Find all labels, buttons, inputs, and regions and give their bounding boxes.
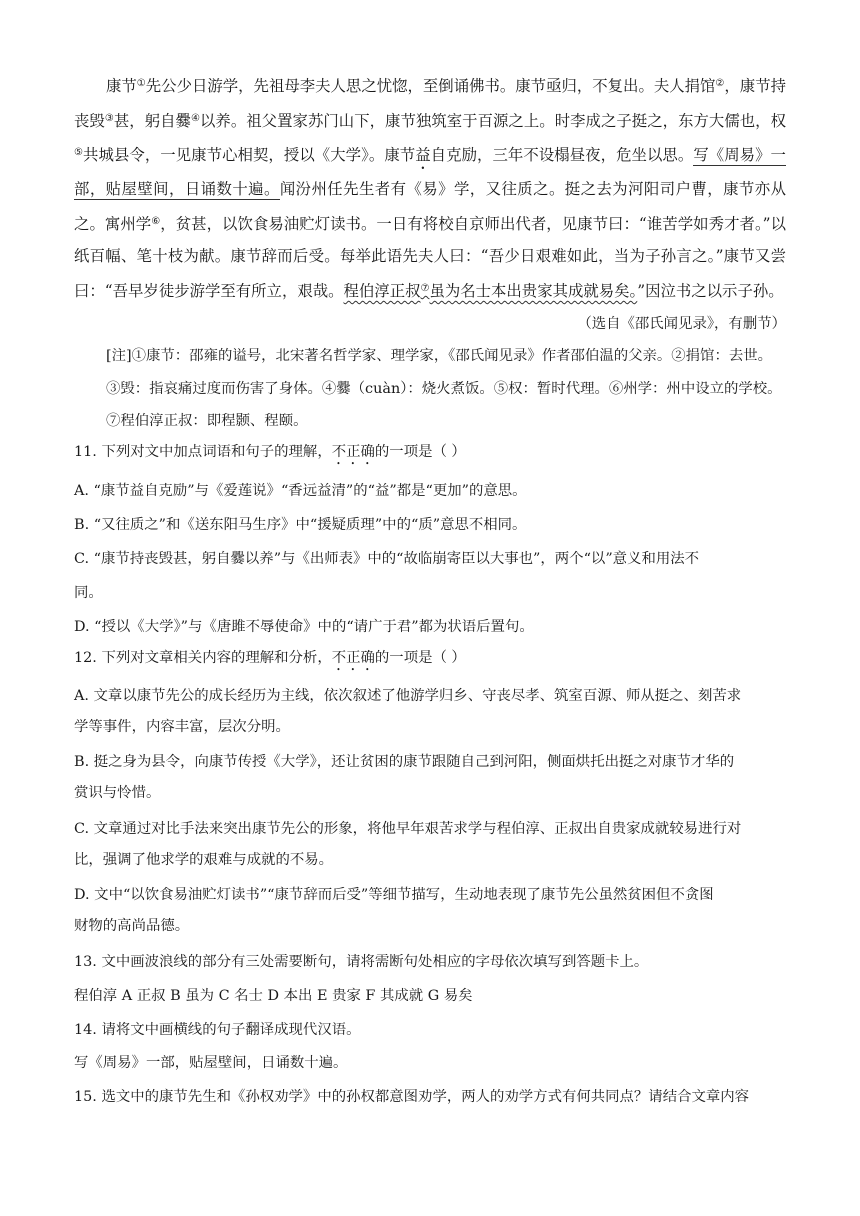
q12-option-d-cont: 财物的高尚品德。 — [74, 918, 190, 934]
footnote-marker: ⑦ — [420, 282, 430, 294]
source-citation: （选自《邵氏闻见录》，有删节） — [577, 315, 786, 332]
text-segment: 先公少日游学，先祖母李夫人思之忧惚，至倒诵佛书。康节亟归，不复出。夫人捐馆 — [145, 77, 716, 95]
question-15-stem: 15. 选文中的康节先生和《孙权劝学》中的孙权都意图劝学，两人的劝学方式有何共同点？请结合文章内容 — [74, 1089, 750, 1105]
stem-text: 12. 下列对文章相关内容的理解和分析， — [74, 650, 332, 666]
q11-option-c: C. “康节持丧毁甚，躬自爨以养”与《出师表》中的“故临崩寄臣以大事也”，两个“以”意义和用法不 — [74, 551, 700, 567]
stem-text: 的一项是（ ） — [374, 444, 466, 460]
text-segment: 自克励，三年不设榻昼夜，危坐以思。 — [430, 146, 694, 165]
q12-option-a: A. 文章以康节先公的成长经历为主线，依次叙述了他游学归乡、守丧尽孝、筑室百源、师从挺之、刻苦求 — [74, 688, 742, 704]
q13-text: 程伯淳 A 正叔 B 虽为 C 名士 D 本出 E 贵家 F 其成就 G 易矣 — [74, 988, 473, 1004]
question-14-stem: 14. 请将文中画横线的句子翻译成现代汉语。 — [74, 1022, 361, 1038]
passage-paragraph — [74, 68, 786, 308]
footnote-marker: ④ — [190, 112, 200, 124]
q12-option-b-cont: 赏识与怜惜。 — [74, 785, 161, 801]
footnote-marker: ③ — [104, 112, 114, 124]
q14-text: 写《周易》一部，贴屋壁间，日诵数十遍。 — [74, 1055, 348, 1071]
text-segment: 康节 — [106, 77, 137, 95]
dotted-word: 不正确 — [331, 650, 375, 666]
q11-option-b: B. “又往质之”和《送东阳马生序》中“援疑质理”中的“质”意思不相同。 — [74, 517, 527, 533]
text-segment: ”因泣书之以示子孙。 — [637, 281, 784, 300]
text-segment: 闻汾州任先生者有《易》学，又往质之。挺之去为河阳司户曹，康节亦从之。寓州学 — [74, 180, 786, 233]
stem-text: 11. 下列对文中加点词语和句子的理解， — [74, 444, 332, 460]
text-segment: ，康节持丧毁 — [74, 77, 786, 130]
footnote-marker: ② — [715, 78, 725, 89]
question-11-stem — [74, 440, 794, 468]
classical-passage — [74, 68, 786, 438]
q11-option-a: A. “康节益自克励”与《爱莲说》“香远益清”的“益”都是“更加”的意思。 — [74, 483, 527, 499]
footnote-marker: ① — [136, 78, 146, 89]
text-segment: ，贫甚，以饮食易油贮灯读书。一日有将校自京师出代者，见康节曰：“谁苦学如秀才者。”以纸百幅、笔十枝为献。康节辞而后受。每举此语先夫人曰：“吾少日艰难如此，当为子孙言之。”康节又尝曰：“吾早岁徒步游学至有所立，艰哉。 — [74, 214, 786, 300]
footnote-marker: ⑥ — [151, 215, 161, 227]
q12-option-d: D. 文中“以饮食易油贮灯读书”“康节辞而后受”等细节描写，生动地表现了康节先公虽然贫困但不贪图 — [74, 887, 714, 903]
q12-option-b: B. 挺之身为县令，向康节传授《大学》，还让贫困的康节跟随自己到河阳，侧面烘托出挺之对康节才华的 — [74, 754, 735, 770]
wavy-underlined-text: 虽为名士本出贵家其成就易矣。 — [429, 281, 638, 300]
text-segment: 以养。祖父置家苏门山下，康节独筑室于百源之上。时李成之子挺之，东方大儒也，权 — [199, 111, 786, 130]
notes-line: ⑦程伯淳正叔：即程颢、程颐。 — [106, 413, 308, 430]
text-segment: 共城县令，一见康节心相契，授以《大学》。康节 — [83, 146, 416, 165]
text-segment: 甚，躬自爨 — [113, 111, 191, 130]
underlined-sentence: 写《周易》一部，贴屋壁间，日诵数十遍。 — [74, 146, 786, 199]
question-12-stem — [74, 646, 794, 674]
question-13-stem: 13. 文中画波浪线的部分有三处需要断句，请将需断句处相应的字母依次填写到答题卡上。 — [74, 954, 649, 970]
dotted-word: 不正确 — [331, 444, 375, 460]
footnote-marker: ⑤ — [74, 147, 84, 159]
q12-option-a-cont: 学等事件，内容丰富，层次分明。 — [74, 719, 290, 735]
notes-line: ③毁：指哀痛过度而伤害了身体。④爨（cuàn）：烧火煮饭。⑤权：暂时代理。⑥州学：州中设立的学校。 — [106, 380, 782, 397]
wavy-underlined-text: 程伯淳正叔 — [343, 281, 421, 300]
dotted-word: 益 — [415, 146, 431, 165]
q12-option-c: C. 文章通过对比手法来突出康节先公的形象，将他早年艰苦求学与程伯淳、正叔出自贵家成就较易进行对 — [74, 821, 742, 837]
q11-option-c-cont: 同。 — [74, 585, 103, 601]
q11-option-d: D. “授以《大学》”与《唐雎不辱使命》中的“请广于君”都为状语后置句。 — [74, 619, 534, 635]
stem-text: 的一项是（ ） — [374, 650, 466, 666]
q12-option-c-cont: 比，强调了他求学的艰难与成就的不易。 — [74, 852, 334, 868]
notes-line: [注]①康节：邵雍的谥号，北宋著名哲学家、理学家，《邵氏闻见录》作者邵伯温的父亲。②捐馆：去世。 — [106, 348, 773, 365]
